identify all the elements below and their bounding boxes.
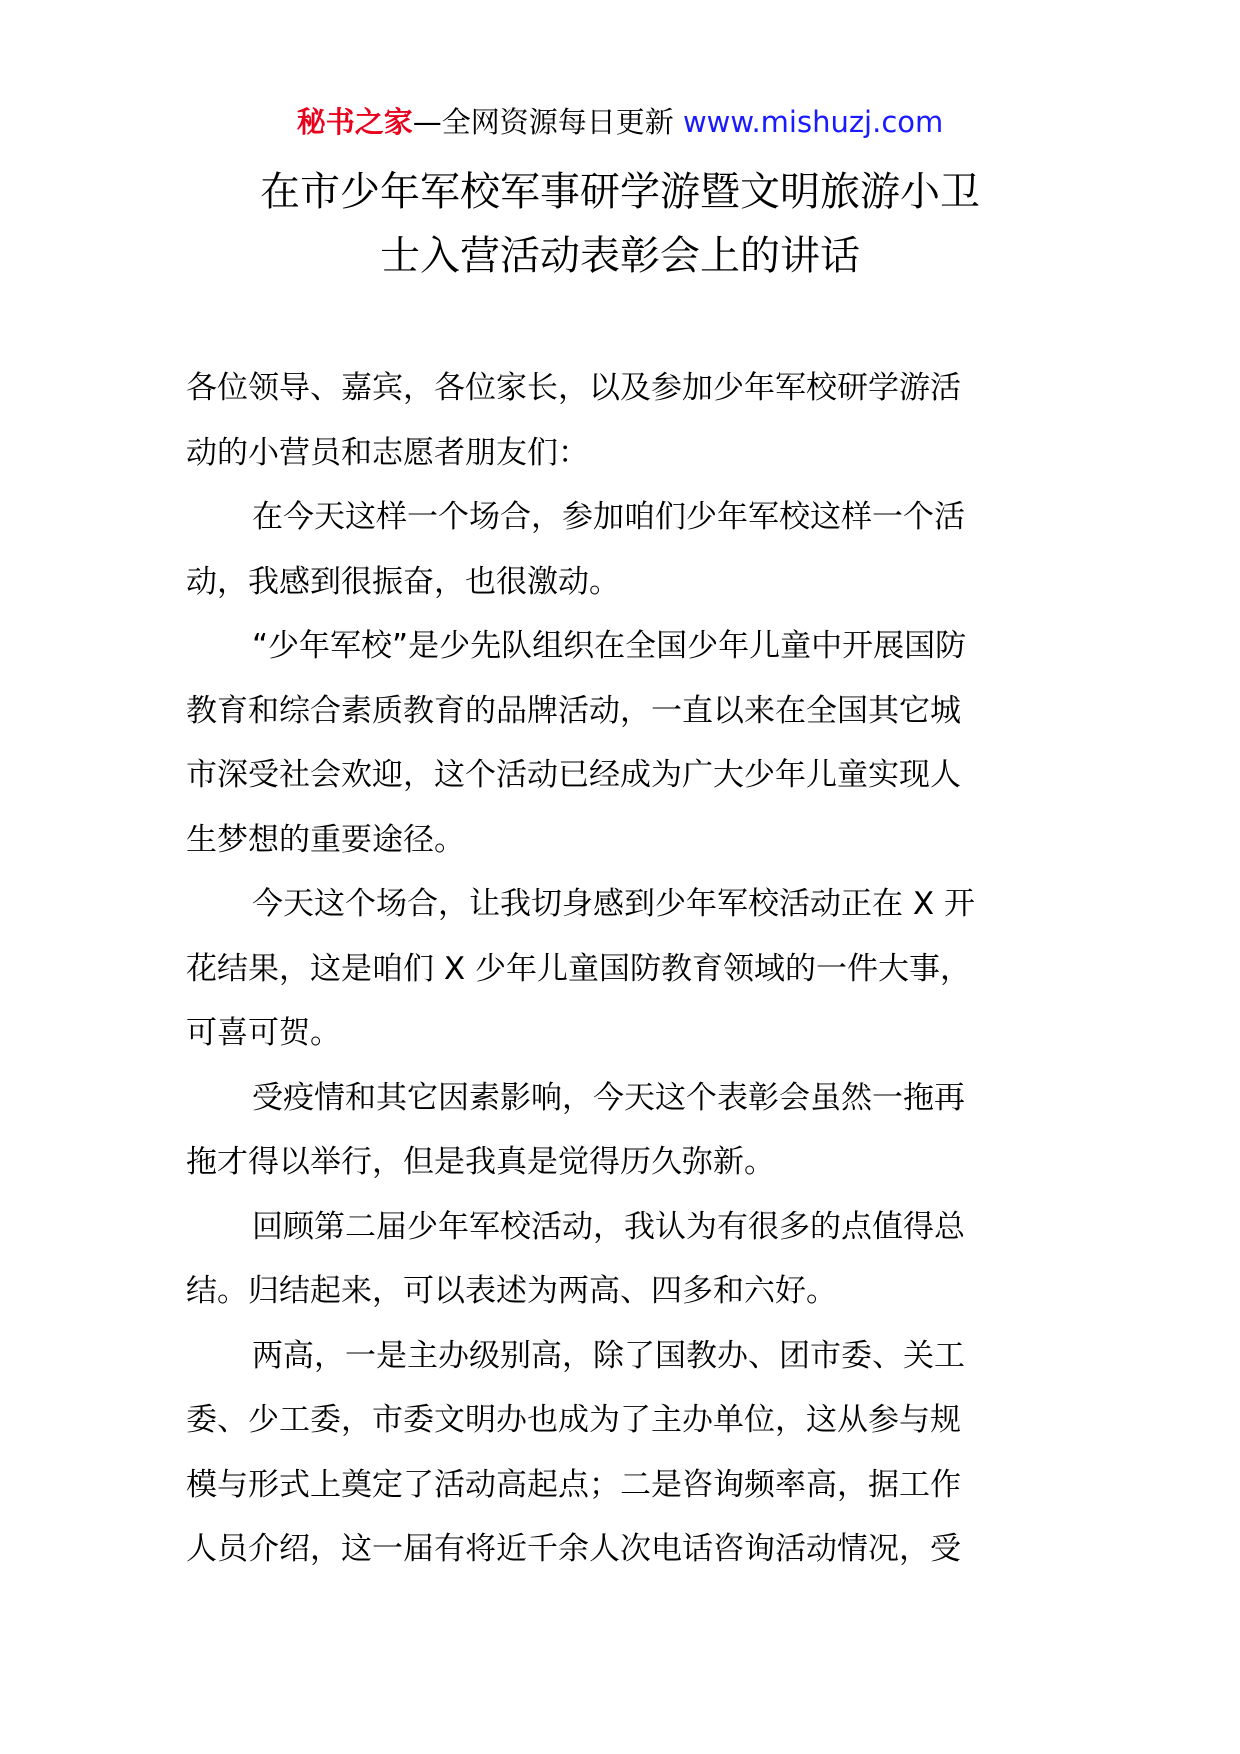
body-paragraph [186,1195,1056,1324]
text-line: 可喜可贺。 [186,1015,341,1051]
title-line-2: 士入营活动表彰会上的讲话 [380,233,860,279]
document-title [140,160,1100,288]
text-line: 动，我感到很振奋，也很激动。 [186,563,620,600]
text-line: 人员介绍，这一届有将近千余人次电话咨询活动情况，受 [186,1531,961,1567]
text-line: “少年军校”是少先队组织在全国少年儿童中开展国防 [252,628,967,664]
site-header [0,100,1240,144]
text-line: 动的小营员和志愿者朋友们： [186,434,589,471]
body-paragraph [186,872,1056,1066]
site-url-link[interactable]: www.mishuzj.com [682,105,944,139]
text-line: 回顾第二届少年军校活动，我认为有很多的点值得总 [252,1208,965,1245]
header-tagline: —全网资源每日更新 [412,105,674,139]
text-line: 教育和综合素质教育的品牌活动，一直以来在全国其它城 [186,692,961,729]
body-paragraph [186,1324,1056,1582]
title-line-1: 在市少年军校军事研学游暨文明旅游小卫 [260,169,980,215]
text-line: 委、少工委，市委文明办也成为了主办单位，这从参与规 [186,1402,961,1438]
text-line: 各位领导、嘉宾，各位家长，以及参加少年军校研学游活 [186,370,961,406]
text-line: 拖才得以举行，但是我真是觉得历久弥新。 [186,1144,775,1180]
text-line: 结。归结起来，可以表述为两高、四多和六好。 [186,1273,837,1309]
document-body [186,356,1056,1582]
text-line: 市深受社会欢迎，这个活动已经成为广大少年儿童实现人 [186,757,961,793]
brand-name: 秘书之家 [296,105,413,139]
body-paragraph [186,1066,1056,1195]
text-line: 生梦想的重要途径。 [186,821,465,858]
text-line: 今天这个场合，让我切身感到少年军校活动正在 X 开 [252,886,975,922]
text-line: 两高，一是主办级别高，除了国教办、团市委、关工 [252,1337,965,1374]
text-line: 受疫情和其它因素影响，今天这个表彰会虽然一拖再 [252,1079,965,1116]
text-line: 在今天这样一个场合，参加咱们少年军校这样一个活 [252,499,965,535]
text-line: 花结果，这是咱们 X 少年儿童国防教育领域的一件大事， [186,950,971,987]
text-line: 模与形式上奠定了活动高起点；二是咨询频率高，据工作 [186,1466,961,1503]
salutation-paragraph [186,356,1056,485]
body-paragraph [186,485,1056,614]
body-paragraph [186,614,1056,872]
